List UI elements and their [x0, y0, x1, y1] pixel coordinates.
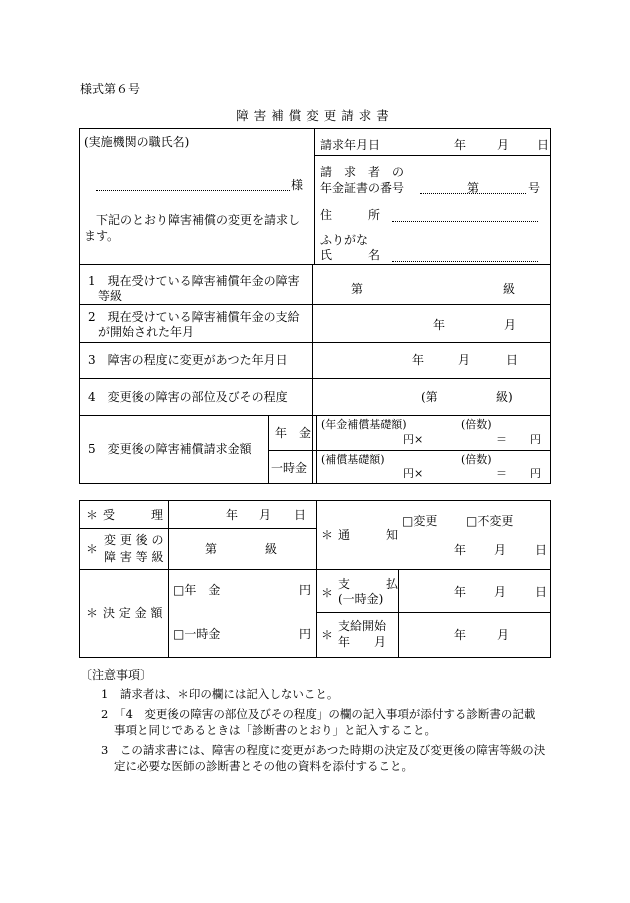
lump-sum-amount-yen: 円 — [299, 627, 312, 641]
row3-month: 月 — [458, 353, 471, 367]
notes-header: 〔注意事項〕 — [80, 668, 153, 682]
grade-dai: 第 — [205, 542, 218, 556]
notice-year: 年 — [454, 543, 467, 557]
address-label: 住 所 — [320, 208, 381, 222]
note-2-line1: 2 「4 変更後の障害の部位及びその程度」の欄の記入事項が添付する診断書の記載 — [101, 707, 536, 721]
notice-label: 通 知 — [338, 528, 399, 542]
payment-day: 日 — [535, 585, 548, 599]
pension-label: 年 金 — [275, 426, 312, 440]
row5-label: 5 変更後の障害補償請求金額 — [88, 442, 252, 456]
pension-equals: ＝ — [496, 433, 507, 446]
payment-label-line2: (一時金) — [338, 592, 384, 606]
request-text-line1: 下記のとおり障害補償の変更を請求し — [96, 213, 301, 227]
row3-day: 日 — [506, 353, 519, 367]
certificate-gou: 号 — [528, 181, 541, 195]
row2-label-line1: 2 現在受けている障害補償年金の支給 — [88, 310, 300, 324]
pension-amount-yen: 円 — [299, 583, 312, 597]
certificate-dai: 第 — [467, 181, 480, 195]
receipt-month: 月 — [259, 508, 272, 522]
request-date-label: 請求年月日 — [320, 138, 381, 152]
changed-checkbox[interactable]: □変更 — [402, 514, 438, 528]
request-year-unit: 年 — [454, 138, 467, 152]
claimant-label-line2: 年金証書の番号 — [320, 181, 405, 195]
note-1: 1 請求者は、＊印の欄には記入しないこと。 — [101, 687, 339, 701]
notice-month: 月 — [494, 543, 507, 557]
pension-checkbox[interactable]: □年 金 — [173, 583, 221, 597]
grade-label-line2: 障 害 等 級 — [104, 550, 164, 564]
row4-close: 級) — [496, 390, 513, 404]
start-label-line2: 年 月 — [338, 635, 387, 649]
request-month-unit: 月 — [497, 138, 510, 152]
lump-yen: 円 — [530, 467, 541, 480]
grade-star: ＊ — [86, 542, 99, 556]
note-3-line1: 3 この請求書には、障害の程度に変更があつた時期の決定及び変更後の障害等級の決 — [101, 743, 546, 757]
row4-open: (第 — [421, 390, 438, 404]
sama-label: 様 — [291, 178, 304, 192]
grade-label-line1: 変 更 後 の — [104, 533, 164, 547]
row4-label: 4 変更後の障害の部位及びその程度 — [88, 390, 288, 404]
receipt-year: 年 — [226, 508, 239, 522]
receipt-star: ＊ — [86, 508, 99, 522]
amount-label: 決 定 金 額 — [103, 606, 163, 620]
form-title: 障害補償変更請求書 — [236, 108, 394, 123]
lump-sum-checkbox[interactable]: □一時金 — [173, 627, 221, 641]
start-year: 年 — [454, 628, 467, 642]
pension-base-label: (年金補償基礎額) — [321, 418, 407, 431]
lump-sum-label: 一時金 — [271, 461, 308, 475]
start-month: 月 — [497, 628, 510, 642]
furigana-label: ふりがな — [320, 233, 369, 247]
institution-label: (実施機関の職氏名) — [84, 135, 190, 149]
request-day-unit: 日 — [537, 138, 550, 152]
row1-label-line1: 1 現在受けている障害補償年金の障害 — [88, 274, 300, 288]
pension-multiplier-label: (倍数) — [461, 418, 492, 431]
row1-dai: 第 — [351, 282, 364, 296]
unchanged-checkbox[interactable]: □不変更 — [466, 514, 514, 528]
row3-label: 3 障害の程度に変更があつた年月日 — [88, 353, 288, 367]
claimant-label-line1: 請 求 者 の — [320, 165, 405, 179]
notice-day: 日 — [535, 543, 548, 557]
start-label-line1: 支給開始 — [338, 619, 387, 633]
lump-equals: ＝ — [496, 467, 507, 480]
request-text-line2: ます。 — [84, 229, 120, 243]
receipt-day: 日 — [294, 508, 307, 522]
lump-multiplier-label: (倍数) — [461, 453, 492, 466]
payment-year: 年 — [454, 585, 467, 599]
start-star: ＊ — [321, 628, 334, 642]
note-2-line2: 事項と同じであるときは「診断書のとおり」と記入すること。 — [114, 723, 436, 737]
row2-year: 年 — [433, 318, 446, 332]
row1-kyu: 級 — [503, 282, 516, 296]
row3-year: 年 — [412, 353, 425, 367]
name-label: 氏 名 — [320, 248, 381, 262]
form-number: 様式第６号 — [80, 82, 141, 96]
note-3-line2: 定に必要な医師の診断書とその他の資料を添付すること。 — [114, 759, 413, 773]
pension-yen-x: 円× — [403, 433, 424, 446]
pension-yen: 円 — [530, 433, 541, 446]
payment-month: 月 — [494, 585, 507, 599]
compensation-base-label: (補償基礎額) — [321, 453, 385, 466]
row1-label-line2: 等級 — [98, 289, 123, 303]
row2-label-line2: が開始された年月 — [98, 325, 195, 339]
lump-yen-x: 円× — [403, 467, 424, 480]
row2-month: 月 — [504, 318, 517, 332]
payment-star: ＊ — [321, 586, 334, 600]
payment-label-line1: 支 払 — [338, 577, 399, 591]
receipt-label: 受 理 — [103, 508, 164, 522]
amount-star: ＊ — [86, 606, 99, 620]
notice-star: ＊ — [321, 528, 334, 542]
grade-kyu: 級 — [265, 542, 278, 556]
